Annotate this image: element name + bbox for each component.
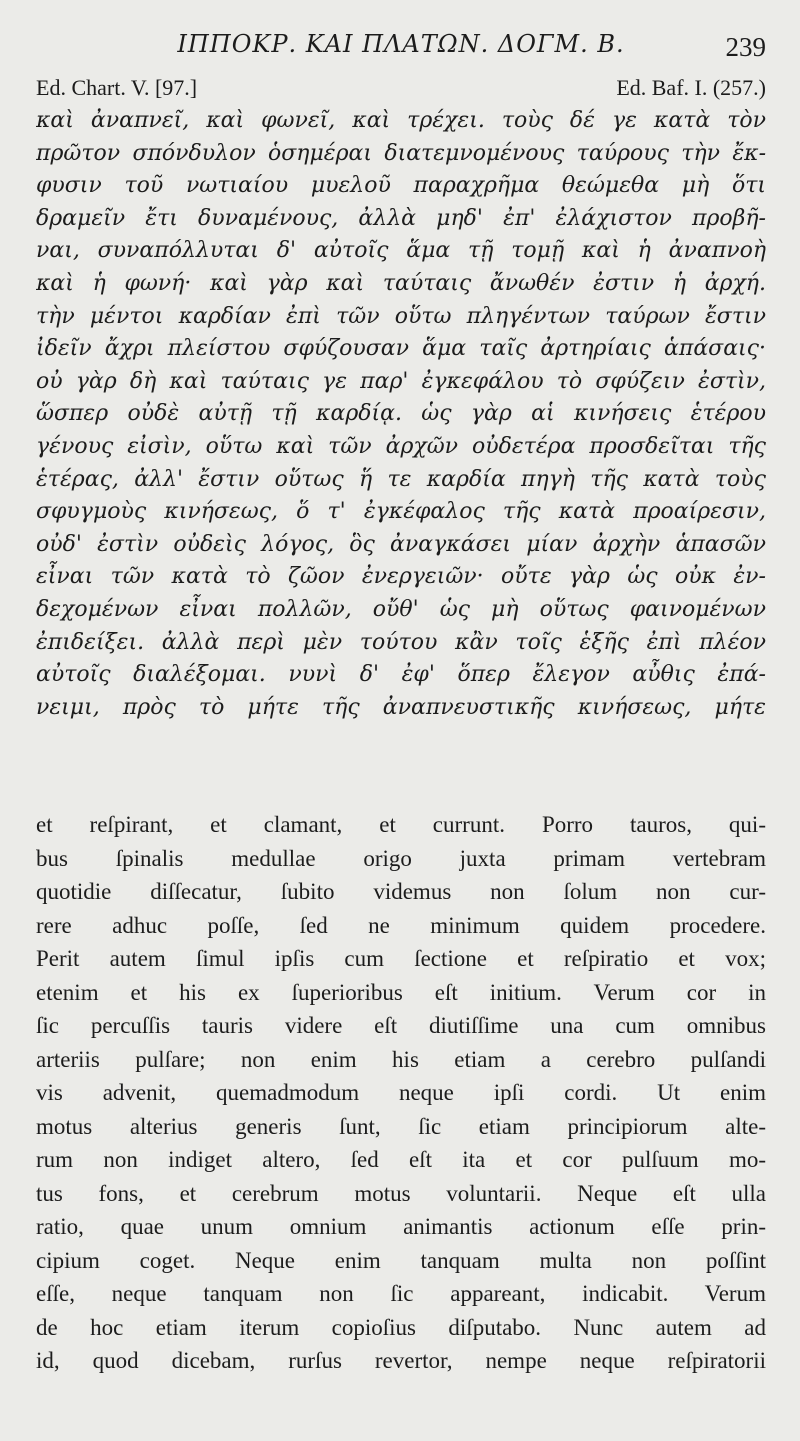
greek-text-line: γένους εἰσὶν, οὕτω καὶ τῶν ἀρχῶν οὐδετέρα προσδεῖται τῆς <box>36 433 766 459</box>
greek-text-block <box>36 105 766 724</box>
greek-text-line: ἰδεῖν ἄχρι πλείστου σφύζουσαν ἅμα ταῖς ἀρτηρίαις ἁπάσαις· <box>36 336 766 362</box>
greek-text-line: ἐπιδείξει. ἀλλὰ περὶ μὲν τούτου κἂν τοῖς ἑξῆς ἐπὶ πλέον <box>36 629 766 655</box>
latin-text-line: de hoc etiam iterum copioſius diſputabo. Nunc autem ad <box>36 1314 766 1340</box>
latin-text-line: ratio, quae unum omnium animantis actionum eſſe prin- <box>36 1214 766 1239</box>
latin-text-line: motus alterius generis ſunt, ſic etiam principiorum alte- <box>36 1113 766 1139</box>
greek-text-line: οὐδ' ἐστὶν οὐδεὶς λόγος, ὃς ἀναγκάσει μίαν ἀρχὴν ἁπασῶν <box>36 531 766 557</box>
latin-text-line: cipium coget. Neque enim tanquam multa non poſſint <box>36 1247 766 1273</box>
greek-text-line: ὥσπερ οὐδὲ αὐτῇ τῇ καρδίᾳ. ὡς γὰρ αἱ κινήσεις ἑτέρου <box>36 401 766 427</box>
edition-reference-left: Ed. Chart. V. [97.] <box>36 75 198 100</box>
latin-text-line: bus ſpinalis medullae origo juxta primam vertebram <box>36 845 766 871</box>
greek-text-line: καὶ ἡ φωνή· καὶ γὰρ καὶ ταύταις ἄνωθέν ἐστιν ἡ ἀρχή. <box>36 270 766 296</box>
latin-text-line: eſſe, neque tanquam non ſic appareant, indicabit. Verum <box>36 1281 766 1306</box>
latin-text-block <box>36 808 766 1378</box>
greek-text-line: ἑτέρας, ἀλλ' ἔστιν οὕτως ἥ τε καρδία πηγὴ τῆς κατὰ τοὺς <box>36 466 766 492</box>
running-title: ΙΠΠΟΚΡ. ΚΑΙ ΠΛΑΤΩΝ. ΔΟΓΜ. Β. <box>177 30 625 58</box>
latin-text-line: tus fons, et cerebrum motus voluntarii. Neque eſt ulla <box>36 1180 766 1206</box>
greek-text-line: οὐ γὰρ δὴ καὶ ταύταις γε παρ' ἐγκεφάλου τὸ σφύζειν ἐστὶν, <box>36 368 766 394</box>
greek-text-line: εἶναι τῶν κατὰ τὸ ζῶον ἐνεργειῶν· οὔτε γὰρ ὡς οὐκ ἐν- <box>36 564 766 590</box>
latin-text-line: rum non indiget altero, ſed eſt ita et cor pulſuum mo- <box>36 1147 766 1172</box>
edition-reference-right: Ed. Baf. I. (257.) <box>616 75 766 100</box>
latin-text-line: quotidie diſſecatur, ſubito videmus non ſolum non cur- <box>36 879 766 904</box>
latin-text-line: etenim et his ex ſuperioribus eſt initium. Verum cor in <box>36 979 766 1005</box>
latin-text-line: arteriis pulſare; non enim his etiam a cerebro pulſandi <box>36 1046 766 1072</box>
page-number: 239 <box>725 32 766 62</box>
latin-text-line: ſic percuſſis tauris videre eſt diutiſſime una cum omnibus <box>36 1013 766 1038</box>
greek-text-line: πρῶτον σπόνδυλον ὁσημέραι διατεμνομένους ταύρους τὴν ἔκ- <box>36 140 766 166</box>
latin-text-line: rere adhuc poſſe, ſed ne minimum quidem procedere. <box>36 912 766 938</box>
latin-text-line: vis advenit, quemadmodum neque ipſi cordi. Ut enim <box>36 1080 766 1105</box>
greek-text-line: δραμεῖν ἔτι δυναμένους, ἀλλὰ μηδ' ἐπ' ἐλάχιστον προβῆ- <box>36 205 766 231</box>
greek-text-line: νειμι, πρὸς τὸ μήτε τῆς ἀναπνευστικῆς κινήσεως, μήτε <box>36 694 766 720</box>
latin-text-line: et reſpirant, et clamant, et currunt. Porro tauros, qui- <box>36 812 766 837</box>
edition-reference-line <box>36 75 766 105</box>
greek-text-line: δεχομένων εἶναι πολλῶν, οὔθ' ὡς μὴ οὕτως φαινομένων <box>36 596 766 622</box>
greek-text-line: ναι, συναπόλλυται δ' αὐτοῖς ἅμα τῇ τομῇ καὶ ἡ ἀναπνοὴ <box>36 238 766 264</box>
greek-text-line: τὴν μέντοι καρδίαν ἐπὶ τῶν οὕτω πληγέντων ταύρων ἔστιν <box>36 303 766 329</box>
greek-text-line: φυσιν τοῦ νωτιαίου μυελοῦ παραχρῆμα θεώμεθα μὴ ὅτι <box>36 173 766 199</box>
greek-text-line: αὐτοῖς διαλέξομαι. νυνὶ δ' ἐφ' ὅπερ ἔλεγον αὖθις ἐπά- <box>36 662 766 688</box>
latin-text-line: id, quod dicebam, rurſus revertor, nempe neque reſpiratorii <box>36 1348 766 1373</box>
greek-text-line: καὶ ἀναπνεῖ, καὶ φωνεῖ, καὶ τρέχει. τοὺς δέ γε κατὰ τὸν <box>36 108 766 133</box>
greek-text-line: σφυγμοὺς κινήσεως, ὅ τ' ἐγκέφαλος τῆς κατὰ προαίρεσιν, <box>36 499 766 525</box>
latin-text-line: Perit autem ſimul ipſis cum ſectione et reſpiratio et vox; <box>36 946 766 971</box>
running-head <box>36 26 766 66</box>
